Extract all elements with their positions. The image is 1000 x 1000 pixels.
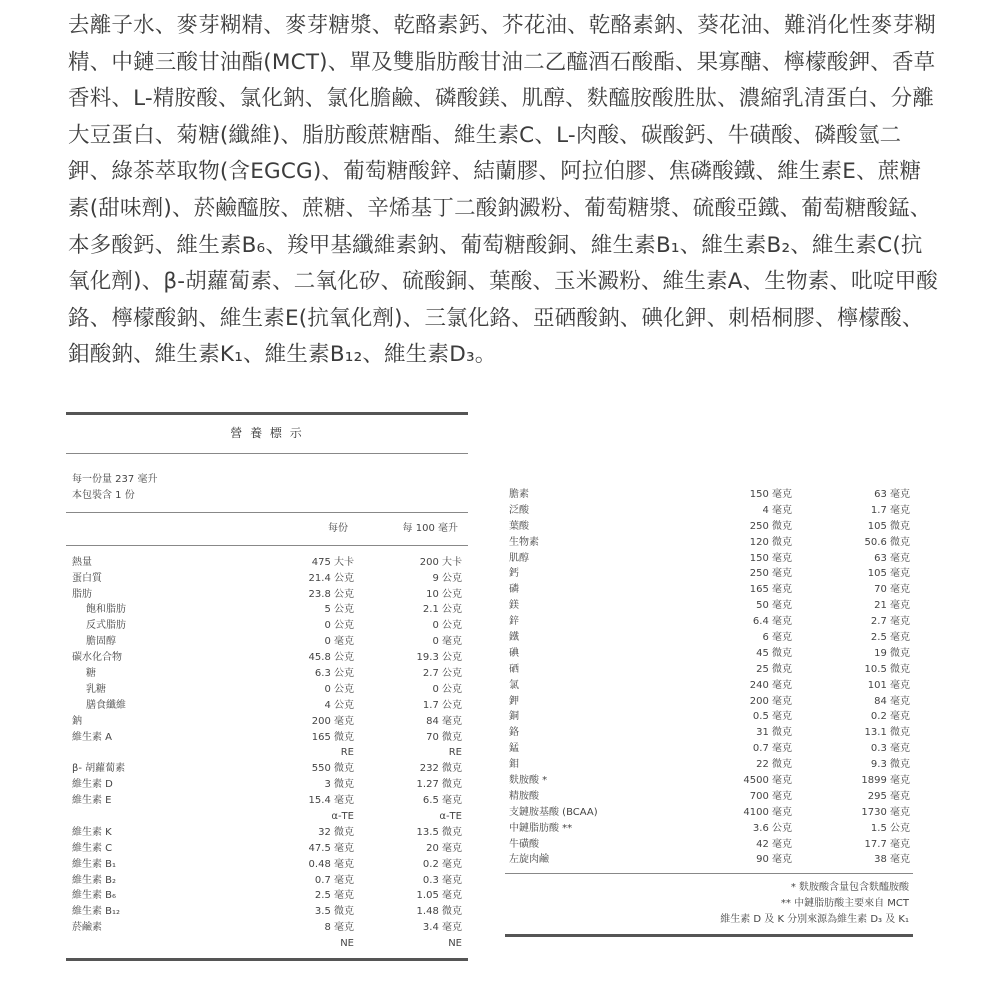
nutrient-per-serving: 0.7 毫克 <box>314 874 354 886</box>
nutrient-row <box>505 519 913 535</box>
nutrient-row <box>505 614 913 630</box>
nutrient-row <box>505 709 913 725</box>
nutrient-name: 鈣 <box>509 568 519 580</box>
nutrient-per-serving: 50 毫克 <box>756 600 792 612</box>
nutrient-row <box>66 793 468 809</box>
nutrient-row <box>66 841 468 857</box>
nutrient-row <box>505 852 913 868</box>
nutrient-per-serving: 3.6 公克 <box>752 822 792 834</box>
nutrient-name: 反式脂肪 <box>86 620 126 632</box>
nutrient-per-100ml: 2.1 公克 <box>422 604 462 616</box>
nutrient-row <box>66 936 468 952</box>
nutrient-per-serving: 4100 毫克 <box>743 806 792 818</box>
ingredients-paragraph: 去離子水、麥芽糊精、麥芽糖漿、乾酪素鈣、芥花油、乾酪素鈉、葵花油、難消化性麥芽糊精、中鏈三酸甘油酯(MCT)、單及雙脂肪酸甘油二乙醯酒石酸酯、果寡醣、檸檬酸鉀、香草香料、L-精胺酸、氯化鈉、氯化膽鹼、磷酸鎂、肌醇、麩醯胺酸胜肽、濃縮乳清蛋白、分離大豆蛋白、菊糖(纖維)、脂肪酸蔗糖酯、維生素C、L-肉酸、碳酸鈣、牛磺酸、磷酸氫二鉀、綠茶萃取物(含EGCG)、葡萄糖酸鋅、結蘭膠、阿拉伯膠、焦磷酸鐵、維生素E、蔗糖素(甜味劑)、菸鹼醯胺、蔗糖、辛烯基丁二酸鈉澱粉、葡萄糖漿、硫酸亞鐵、葡萄糖酸錳、本多酸鈣、維生素B₆、羧甲基纖維素鈉、葡萄糖酸銅、維生素B₁、維生素B₂、維生素C(抗氧化劑)、β-胡蘿蔔素、二氧化矽、硫酸銅、葉酸、玉米澱粉、維生素A、生物素、吡啶甲酸鉻、檸檬酸鈉、維生素E(抗氧化劑)、三氯化鉻、亞硒酸鈉、碘化鉀、刺梧桐膠、檸檬酸、鉬酸鈉、維生素K₁、維生素B₁₂、維生素D₃。 <box>68 13 938 368</box>
nutrient-per-serving: 3 微克 <box>324 779 354 791</box>
divider <box>66 512 468 513</box>
nutrient-per-100ml: 13.5 微克 <box>416 826 462 838</box>
nutrient-name: 維生素 C <box>72 842 113 854</box>
nutrient-per-100ml: 1.27 微克 <box>416 779 462 791</box>
nutrient-row <box>505 741 913 757</box>
nutrient-row <box>66 825 468 841</box>
servings-per-pack: 本包裝含 1 份 <box>72 489 135 501</box>
nutrient-name: 氯 <box>509 679 519 691</box>
nutrient-per-serving: 47.5 毫克 <box>308 842 354 854</box>
nutrient-name: 精胺酸 <box>509 790 539 802</box>
nutrient-per-serving: 25 微克 <box>756 663 792 675</box>
nutrient-row <box>505 837 913 853</box>
nutrient-per-serving: 550 微克 <box>311 763 354 775</box>
nutrient-name: 蛋白質 <box>72 572 102 584</box>
nutrient-name: 維生素 B₆ <box>72 890 117 902</box>
nutrient-per-100ml: RE <box>448 747 462 759</box>
nutrient-per-serving: 0.7 毫克 <box>752 743 792 755</box>
nutrient-per-100ml: 2.7 公克 <box>422 667 462 679</box>
nutrient-name: 錳 <box>509 743 519 755</box>
nutrient-name: 維生素 B₁ <box>72 858 117 870</box>
nutrient-name: 鋅 <box>509 616 519 628</box>
serving-size: 每一份量 237 毫升 <box>72 473 158 485</box>
nutrient-row <box>505 725 913 741</box>
nutrient-row <box>505 773 913 789</box>
nutrient-per-100ml: 1.05 毫克 <box>416 890 462 902</box>
nutrient-row <box>505 694 913 710</box>
nutrient-per-serving: 6.4 毫克 <box>752 616 792 628</box>
nutrient-per-serving: 4500 毫克 <box>743 775 792 787</box>
nutrient-per-100ml: 3.4 毫克 <box>422 922 462 934</box>
nutrient-row <box>66 873 468 889</box>
nutrient-per-100ml: 63 毫克 <box>874 489 910 500</box>
nutrient-name: 磷 <box>509 584 519 596</box>
nutrient-row <box>505 821 913 837</box>
nutrient-per-serving: 2.5 毫克 <box>314 890 354 902</box>
nutrient-per-serving: 32 微克 <box>318 826 354 838</box>
nutrient-row <box>66 698 468 714</box>
footnote: * 麩胺酸含量包含麩醯胺酸 <box>790 882 909 894</box>
nutrient-row <box>66 888 468 904</box>
nutrient-name: 銅 <box>509 711 519 723</box>
nutrient-name: 維生素 B₁₂ <box>72 906 121 918</box>
nutrient-per-serving: 0 毫克 <box>324 636 354 648</box>
nutrient-row <box>66 920 468 936</box>
column-header-row <box>66 517 468 541</box>
nutrient-per-100ml: 50.6 微克 <box>864 536 910 548</box>
nutrient-per-100ml: 1899 毫克 <box>861 775 910 787</box>
nutrient-per-100ml: 63 毫克 <box>874 552 910 564</box>
nutrient-per-serving: α-TE <box>331 810 354 822</box>
nutrient-per-100ml: 6.5 毫克 <box>422 795 462 807</box>
nutrient-row <box>66 761 468 777</box>
nutrient-per-serving: 45.8 公克 <box>308 652 354 664</box>
nutrient-per-100ml: 0.2 毫克 <box>870 711 910 723</box>
nutrient-per-100ml: 38 毫克 <box>874 854 910 866</box>
footnotes <box>505 880 913 928</box>
nutrient-per-serving: 150 毫克 <box>749 552 792 564</box>
nutrient-row <box>505 805 913 821</box>
nutrient-row <box>66 745 468 761</box>
nutrient-name: 鈉 <box>72 715 82 727</box>
nutrient-row <box>505 646 913 662</box>
nutrient-name: 碳水化合物 <box>72 652 122 664</box>
nutrient-per-serving: 45 微克 <box>756 647 792 659</box>
nutrient-name: 鐵 <box>509 632 519 644</box>
footnote: ** 中鏈脂肪酸主要來自 MCT <box>780 898 909 910</box>
nutrition-label-title: 營 養 標 示 <box>230 426 304 440</box>
nutrient-per-serving: 700 毫克 <box>749 790 792 802</box>
nutrient-per-100ml: 0.3 毫克 <box>422 874 462 886</box>
nutrient-name: 鉬 <box>509 759 519 771</box>
nutrient-per-100ml: 10 公克 <box>426 588 462 600</box>
nutrient-list-left <box>66 555 468 952</box>
nutrient-per-serving: 42 毫克 <box>756 838 792 850</box>
nutrient-row <box>505 598 913 614</box>
nutrient-row <box>66 634 468 650</box>
nutrient-name: 碘 <box>509 647 519 659</box>
nutrient-row <box>505 487 913 503</box>
nutrient-per-100ml: 13.1 微克 <box>864 727 910 739</box>
nutrient-name: 牛磺酸 <box>509 838 539 850</box>
nutrient-list-right <box>505 487 913 868</box>
nutrient-row <box>66 730 468 746</box>
nutrient-per-serving: 475 大卡 <box>311 556 354 568</box>
nutrient-per-100ml: 1.5 公克 <box>870 822 910 834</box>
nutrient-per-100ml: 200 大卡 <box>419 556 462 568</box>
nutrient-name: 膳食纖維 <box>86 699 126 711</box>
nutrient-row <box>505 535 913 551</box>
nutrient-per-serving: 240 毫克 <box>749 679 792 691</box>
nutrient-per-serving: 0.48 毫克 <box>308 858 354 870</box>
nutrient-name: 維生素 K <box>72 826 112 838</box>
nutrient-name: 鉻 <box>509 727 519 739</box>
nutrient-per-100ml: 105 微克 <box>867 520 910 532</box>
footnote: 維生素 D 及 K 分別來源為維生素 D₃ 及 K₁ <box>720 914 909 926</box>
nutrient-name: 葉酸 <box>509 520 529 532</box>
nutrient-row <box>505 662 913 678</box>
nutrient-row <box>66 666 468 682</box>
nutrient-per-serving: 22 微克 <box>756 759 792 771</box>
nutrient-name: 中鏈脂肪酸 ** <box>509 822 573 834</box>
nutrient-name: 麩胺酸 * <box>509 775 548 787</box>
nutrient-per-100ml: 0.2 毫克 <box>422 858 462 870</box>
nutrient-name: β- 胡蘿蔔素 <box>72 763 126 775</box>
nutrient-per-100ml: NE <box>448 938 462 950</box>
nutrient-per-serving: 3.5 微克 <box>314 906 354 918</box>
nutrient-name: 維生素 A <box>72 731 113 743</box>
nutrient-per-100ml: 295 毫克 <box>867 790 910 802</box>
nutrient-name: 肌醇 <box>509 552 529 564</box>
nutrient-per-serving: 120 微克 <box>749 536 792 548</box>
nutrient-per-100ml: 19 微克 <box>874 647 910 659</box>
nutrient-name: 膽素 <box>509 489 529 500</box>
nutrient-per-serving: 165 毫克 <box>749 584 792 596</box>
nutrient-per-100ml: 0.3 毫克 <box>870 743 910 755</box>
nutrient-per-100ml: 1730 毫克 <box>861 806 910 818</box>
nutrient-row <box>66 904 468 920</box>
nutrient-per-serving: RE <box>340 747 354 759</box>
nutrient-row <box>66 650 468 666</box>
nutrient-row <box>66 857 468 873</box>
nutrient-per-serving: 90 毫克 <box>756 854 792 866</box>
nutrient-per-100ml: 2.7 毫克 <box>870 616 910 628</box>
nutrient-per-serving: 4 公克 <box>324 699 354 711</box>
nutrient-row <box>66 555 468 571</box>
nutrient-name: 支鏈胺基酸 (BCAA) <box>509 806 598 818</box>
nutrient-per-100ml: 0 公克 <box>432 683 462 695</box>
nutrient-per-100ml: 9 公克 <box>432 572 462 584</box>
nutrient-per-100ml: 21 毫克 <box>874 600 910 612</box>
nutrient-per-100ml: 105 毫克 <box>867 568 910 580</box>
nutrient-per-100ml: 232 微克 <box>419 763 462 775</box>
nutrient-row <box>66 602 468 618</box>
nutrient-per-serving: 6.3 公克 <box>314 667 354 679</box>
nutrient-per-100ml: 17.7 毫克 <box>864 838 910 850</box>
nutrient-row <box>505 566 913 582</box>
nutrient-row <box>66 587 468 603</box>
nutrient-name: 鉀 <box>509 695 519 707</box>
nutrient-per-serving: 165 微克 <box>311 731 354 743</box>
nutrient-per-100ml: 70 微克 <box>426 731 462 743</box>
nutrient-per-100ml: 1.7 公克 <box>422 699 462 711</box>
nutrient-row <box>505 503 913 519</box>
nutrient-name: 菸鹼素 <box>72 922 102 934</box>
nutrient-per-serving: 23.8 公克 <box>308 588 354 600</box>
nutrient-name: 維生素 B₂ <box>72 874 117 886</box>
nutrient-per-100ml: 2.5 毫克 <box>870 632 910 644</box>
nutrient-row <box>66 682 468 698</box>
nutrient-per-100ml: 1.48 微克 <box>416 906 462 918</box>
nutrient-per-serving: 250 毫克 <box>749 568 792 580</box>
nutrient-per-100ml: 0 公克 <box>432 620 462 632</box>
nutrient-name: 維生素 E <box>72 795 112 807</box>
nutrient-name: 膽固醇 <box>86 636 116 648</box>
nutrient-name: 熱量 <box>72 556 92 568</box>
nutrient-per-serving: 150 毫克 <box>749 489 792 500</box>
nutrient-row <box>505 551 913 567</box>
nutrient-row <box>505 678 913 694</box>
nutrient-name: 維生素 D <box>72 779 113 791</box>
nutrient-row <box>505 789 913 805</box>
divider <box>66 958 468 961</box>
nutrient-row <box>66 777 468 793</box>
nutrient-per-serving: 6 毫克 <box>762 632 792 644</box>
nutrient-name: 鎂 <box>509 600 519 612</box>
nutrient-name: 硒 <box>509 663 519 675</box>
nutrient-per-serving: 200 毫克 <box>311 715 354 727</box>
nutrient-row <box>66 618 468 634</box>
nutrient-per-100ml: 10.5 微克 <box>864 663 910 675</box>
nutrient-per-serving: 15.4 毫克 <box>308 795 354 807</box>
nutrient-row <box>66 571 468 587</box>
nutrient-per-100ml: 9.3 微克 <box>870 759 910 771</box>
nutrient-per-serving: 0.5 毫克 <box>752 711 792 723</box>
nutrition-label-right <box>505 487 913 937</box>
nutrient-row <box>66 809 468 825</box>
nutrient-per-100ml: 84 毫克 <box>426 715 462 727</box>
nutrient-per-100ml: 20 毫克 <box>426 842 462 854</box>
nutrient-per-100ml: 84 毫克 <box>874 695 910 707</box>
nutrient-row <box>505 630 913 646</box>
nutrient-per-serving: 4 毫克 <box>762 504 792 516</box>
divider <box>505 934 913 937</box>
column-header-per-100ml: 每 100 毫升 <box>402 522 458 534</box>
nutrient-per-100ml: 1.7 毫克 <box>870 504 910 516</box>
nutrition-label-left <box>66 412 468 961</box>
nutrient-per-serving: 0 公克 <box>324 683 354 695</box>
nutrient-name: 乳糖 <box>86 683 106 695</box>
nutrient-per-100ml: α-TE <box>439 810 462 822</box>
nutrient-per-100ml: 19.3 公克 <box>416 652 462 664</box>
nutrient-per-serving: 250 微克 <box>749 520 792 532</box>
nutrient-per-serving: 21.4 公克 <box>308 572 354 584</box>
nutrient-name: 左旋肉鹼 <box>509 854 549 866</box>
nutrient-per-100ml: 70 毫克 <box>874 584 910 596</box>
nutrient-per-serving: 31 微克 <box>756 727 792 739</box>
nutrient-per-100ml: 0 毫克 <box>432 636 462 648</box>
nutrient-row <box>505 582 913 598</box>
nutrient-name: 泛酸 <box>509 504 529 516</box>
nutrient-row <box>505 757 913 773</box>
nutrient-per-100ml: 101 毫克 <box>867 679 910 691</box>
nutrient-name: 生物素 <box>509 536 539 548</box>
nutrient-per-serving: 8 毫克 <box>324 922 354 934</box>
nutrient-per-serving: 5 公克 <box>324 604 354 616</box>
column-header-per-serving: 每份 <box>328 522 348 534</box>
nutrient-per-serving: 0 公克 <box>324 620 354 632</box>
nutrient-row <box>66 714 468 730</box>
nutrient-per-serving: NE <box>340 938 354 950</box>
nutrient-name: 糖 <box>86 667 96 679</box>
nutrient-name: 脂肪 <box>72 588 92 600</box>
nutrient-per-serving: 200 毫克 <box>749 695 792 707</box>
nutrient-name: 飽和脂肪 <box>86 604 126 616</box>
